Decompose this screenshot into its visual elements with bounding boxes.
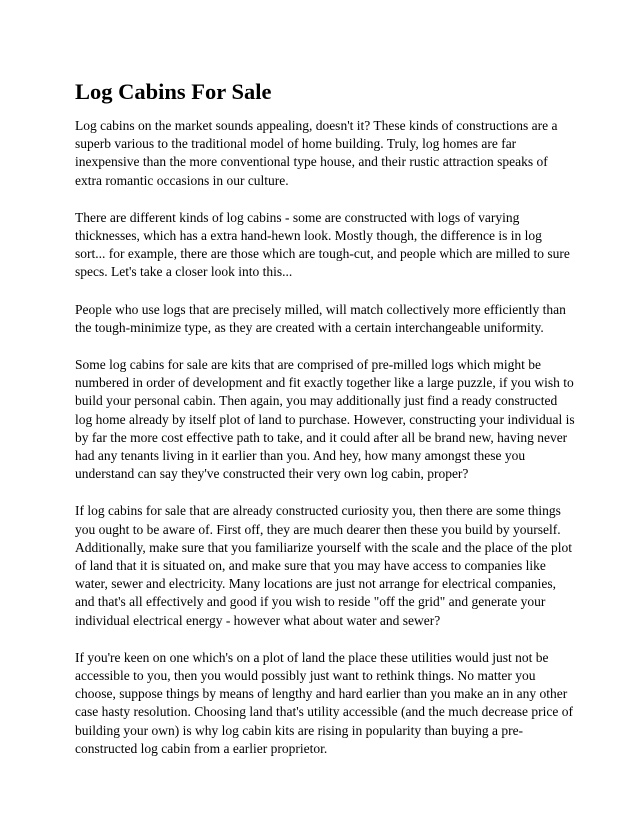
- paragraph-6: If you're keen on one which's on a plot of land the place these utilities would just not be accessible to you, then you would possibly just want to rethink things. No matter you choose, suppose things by means of lengthy and hard earlier than you make an in any other case hasty resolution. Choosing land that's utility accessible (and the much decrease price of building your own) is why log cabin kits are rising in popularity than buying a pre-constructed log cabin from a earlier proprietor.: [75, 649, 574, 756]
- paragraph-1: Log cabins on the market sounds appealing, doesn't it? These kinds of constructions are a superb various to the traditional model of home building. Truly, log homes are far inexpensive than the more conventional type house, and their rustic attraction speaks of extra romantic occasions in our culture.: [75, 118, 558, 188]
- paragraph-4: Some log cabins for sale are kits that are comprised of pre-milled logs which might be numbered in order of development and fit exactly together like a large puzzle, if you wish to build your personal cabin. Then again, you may additionally just find a ready constructed log home already by itself plot of land to purchase. However, constructing your individual is by far the more cost effective path to take, and it could after all be brand new, having never had any tenants living in it earlier than you. And hey, how many amongst these you understand can say they've constructed their very own log cabin, proper?: [75, 357, 575, 482]
- paragraph-5: If log cabins for sale that are already constructed curiosity you, then there are some things you ought to be aware of. First off, they are much dearer then these you build by yourself. Additionally, make sure that you familiarize yourself with the scale and the place of the plot of land that it is situated on, and make sure that you may have access to companies like water, sewer and electricity. Many locations are just not arrange for electrical companies, and that's all effectively and good if you wish to reside "off the grid" and generate your individual electrical energy - however what about water and sewer?: [75, 503, 572, 628]
- paragraph-3: People who use logs that are precisely milled, will match collectively more efficiently than the tough-minimize type, as they are created with a certain interchangeable uniformity.: [75, 301, 566, 335]
- document-title: Log Cabins For Sale: [75, 79, 272, 104]
- document-page: [75, 78, 575, 777]
- paragraph-2: There are different kinds of log cabins - some are constructed with logs of varying thicknesses, which has a extra hand-hewn look. Mostly though, the difference is in log sort... for example, there are those which are tough-cut, and people which are milled to sure specs. Let's take a closer look into this...: [75, 209, 570, 280]
